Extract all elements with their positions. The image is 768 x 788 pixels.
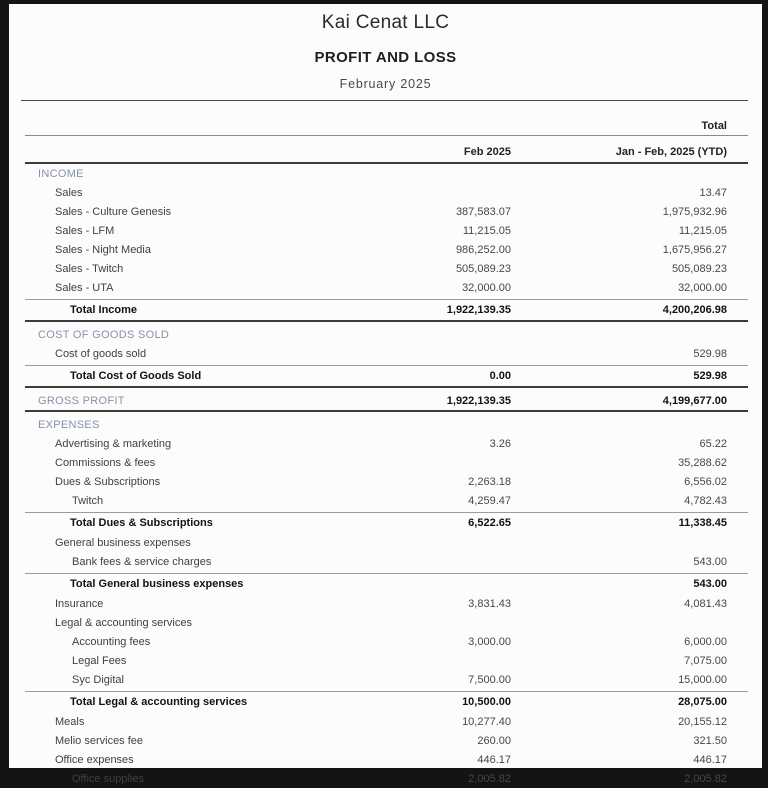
- table-row: [25, 594, 748, 613]
- ytd-value: 505,089.23: [671, 262, 727, 275]
- table-row: [25, 299, 748, 322]
- row-label: Dues & Subscriptions: [55, 475, 161, 488]
- table-row: [25, 632, 748, 651]
- col-feb-2025-header: Feb 2025: [463, 146, 511, 158]
- feb-2025-value: 7,500.00: [468, 673, 511, 686]
- feb-2025-value: 0.00: [489, 370, 511, 382]
- ytd-value: 35,288.62: [678, 456, 727, 469]
- table-row: [25, 202, 748, 221]
- ytd-value: 2,005.82: [684, 772, 727, 785]
- row-label: Sales - Twitch: [55, 262, 124, 275]
- ytd-value: 1,675,956.27: [662, 243, 727, 256]
- row-label: Twitch: [72, 494, 104, 507]
- ytd-value: 543.00: [693, 578, 727, 590]
- table-row: [25, 512, 748, 533]
- company-name: Kai Cenat LLC: [321, 12, 450, 33]
- feb-2025-value: 387,583.07: [455, 205, 511, 218]
- row-label: Accounting fees: [72, 635, 151, 648]
- table-row: [25, 259, 748, 278]
- table-row: [25, 712, 748, 731]
- ytd-value: 15,000.00: [678, 673, 727, 686]
- row-label: Legal Fees: [72, 654, 127, 667]
- table-row: [25, 731, 748, 750]
- feb-2025-value: 10,277.40: [462, 715, 511, 728]
- profit-loss-table: [25, 107, 748, 788]
- ytd-value: 13.47: [699, 186, 727, 199]
- ytd-value: 543.00: [693, 555, 727, 568]
- table-row: [25, 613, 748, 632]
- row-label: Office expenses: [55, 753, 134, 766]
- column-header-row: [25, 136, 748, 164]
- row-label: Sales: [55, 186, 83, 199]
- table-row: [25, 391, 748, 412]
- row-label: INCOME: [38, 167, 84, 180]
- report-header: [9, 4, 762, 91]
- ytd-value: 32,000.00: [678, 281, 727, 294]
- table-row: [25, 651, 748, 670]
- total-column-header: Total: [701, 120, 727, 132]
- row-label: Total Income: [70, 304, 138, 316]
- ytd-value: 529.98: [693, 370, 727, 382]
- feb-2025-value: 2,005.82: [468, 772, 511, 785]
- ytd-value: 28,075.00: [678, 696, 727, 708]
- row-label: Sales - Culture Genesis: [55, 205, 172, 218]
- section-header-row: [25, 415, 748, 434]
- feb-2025-value: 446.17: [477, 753, 511, 766]
- row-label: Sales - UTA: [55, 281, 114, 294]
- ytd-value: 6,000.00: [684, 635, 727, 648]
- report-title: PROFIT AND LOSS: [314, 49, 457, 66]
- report-body: [25, 164, 748, 788]
- table-row: [25, 221, 748, 240]
- ytd-value: 20,155.12: [678, 715, 727, 728]
- row-label: General business expenses: [55, 536, 191, 549]
- header-divider: [21, 100, 748, 101]
- feb-2025-value: 3,831.43: [468, 597, 511, 610]
- feb-2025-value: 1,922,139.35: [446, 304, 511, 316]
- row-label: GROSS PROFIT: [38, 394, 125, 407]
- table-row: [25, 434, 748, 453]
- ytd-value: 11,215.05: [678, 224, 727, 237]
- table-row: [25, 769, 748, 788]
- ytd-value: 6,556.02: [684, 475, 727, 488]
- ytd-value: 321.50: [693, 734, 727, 747]
- table-row: [25, 344, 748, 363]
- table-row: [25, 491, 748, 510]
- feb-2025-value: 11,215.05: [462, 224, 511, 237]
- row-label: Cost of goods sold: [55, 347, 147, 360]
- row-label: COST OF GOODS SOLD: [38, 328, 170, 341]
- row-label: Bank fees & service charges: [72, 555, 212, 568]
- table-row: [25, 552, 748, 571]
- feb-2025-value: 2,263.18: [468, 475, 511, 488]
- feb-2025-value: 3,000.00: [468, 635, 511, 648]
- row-label: Meals: [55, 715, 85, 728]
- feb-2025-value: 260.00: [477, 734, 511, 747]
- table-row: [25, 183, 748, 202]
- table-row: [25, 533, 748, 552]
- table-row: [25, 691, 748, 712]
- ytd-value: 4,199,677.00: [662, 394, 727, 407]
- ytd-value: 11,338.45: [678, 517, 727, 529]
- row-label: Sales - Night Media: [55, 243, 151, 256]
- feb-2025-value: 3.26: [489, 437, 511, 450]
- row-label: EXPENSES: [38, 418, 100, 431]
- feb-2025-value: 10,500.00: [462, 696, 511, 708]
- table-row: [25, 365, 748, 388]
- table-header: [25, 107, 748, 164]
- ytd-value: 4,782.43: [684, 494, 727, 507]
- feb-2025-value: 1,922,139.35: [446, 394, 511, 407]
- section-header-row: [25, 325, 748, 344]
- ytd-value: 529.98: [693, 347, 727, 360]
- row-label: Office supplies: [72, 772, 144, 785]
- row-label: Sales - LFM: [55, 224, 115, 237]
- total-header-row: [25, 107, 748, 136]
- row-label: Melio services fee: [55, 734, 144, 747]
- row-label: Total Dues & Subscriptions: [70, 517, 213, 529]
- row-label: Commissions & fees: [55, 456, 156, 469]
- feb-2025-value: 505,089.23: [455, 262, 511, 275]
- ytd-value: 4,200,206.98: [662, 304, 727, 316]
- ytd-value: 65.22: [699, 437, 727, 450]
- table-row: [25, 750, 748, 769]
- row-label: Advertising & marketing: [55, 437, 172, 450]
- table-row: [25, 472, 748, 491]
- report-period: February 2025: [339, 77, 432, 91]
- feb-2025-value: 986,252.00: [455, 243, 511, 256]
- report-page: [9, 4, 762, 785]
- row-label: Insurance: [55, 597, 104, 610]
- row-label: Syc Digital: [72, 673, 124, 686]
- row-label: Total General business expenses: [70, 578, 244, 590]
- ytd-value: 7,075.00: [684, 654, 727, 667]
- ytd-value: 446.17: [693, 753, 727, 766]
- table-row: [25, 573, 748, 594]
- table-row: [25, 278, 748, 297]
- row-label: Total Cost of Goods Sold: [70, 370, 202, 382]
- feb-2025-value: 4,259.47: [468, 494, 511, 507]
- feb-2025-value: 32,000.00: [462, 281, 511, 294]
- table-row: [25, 240, 748, 259]
- ytd-value: 1,975,932.96: [662, 205, 727, 218]
- table-row: [25, 670, 748, 689]
- row-label: Total Legal & accounting services: [70, 696, 248, 708]
- row-label: Legal & accounting services: [55, 616, 192, 629]
- section-header-row: [25, 164, 748, 183]
- ytd-value: 4,081.43: [684, 597, 727, 610]
- col-ytd-header: Jan - Feb, 2025 (YTD): [615, 146, 727, 158]
- table-row: [25, 453, 748, 472]
- feb-2025-value: 6,522.65: [468, 517, 511, 529]
